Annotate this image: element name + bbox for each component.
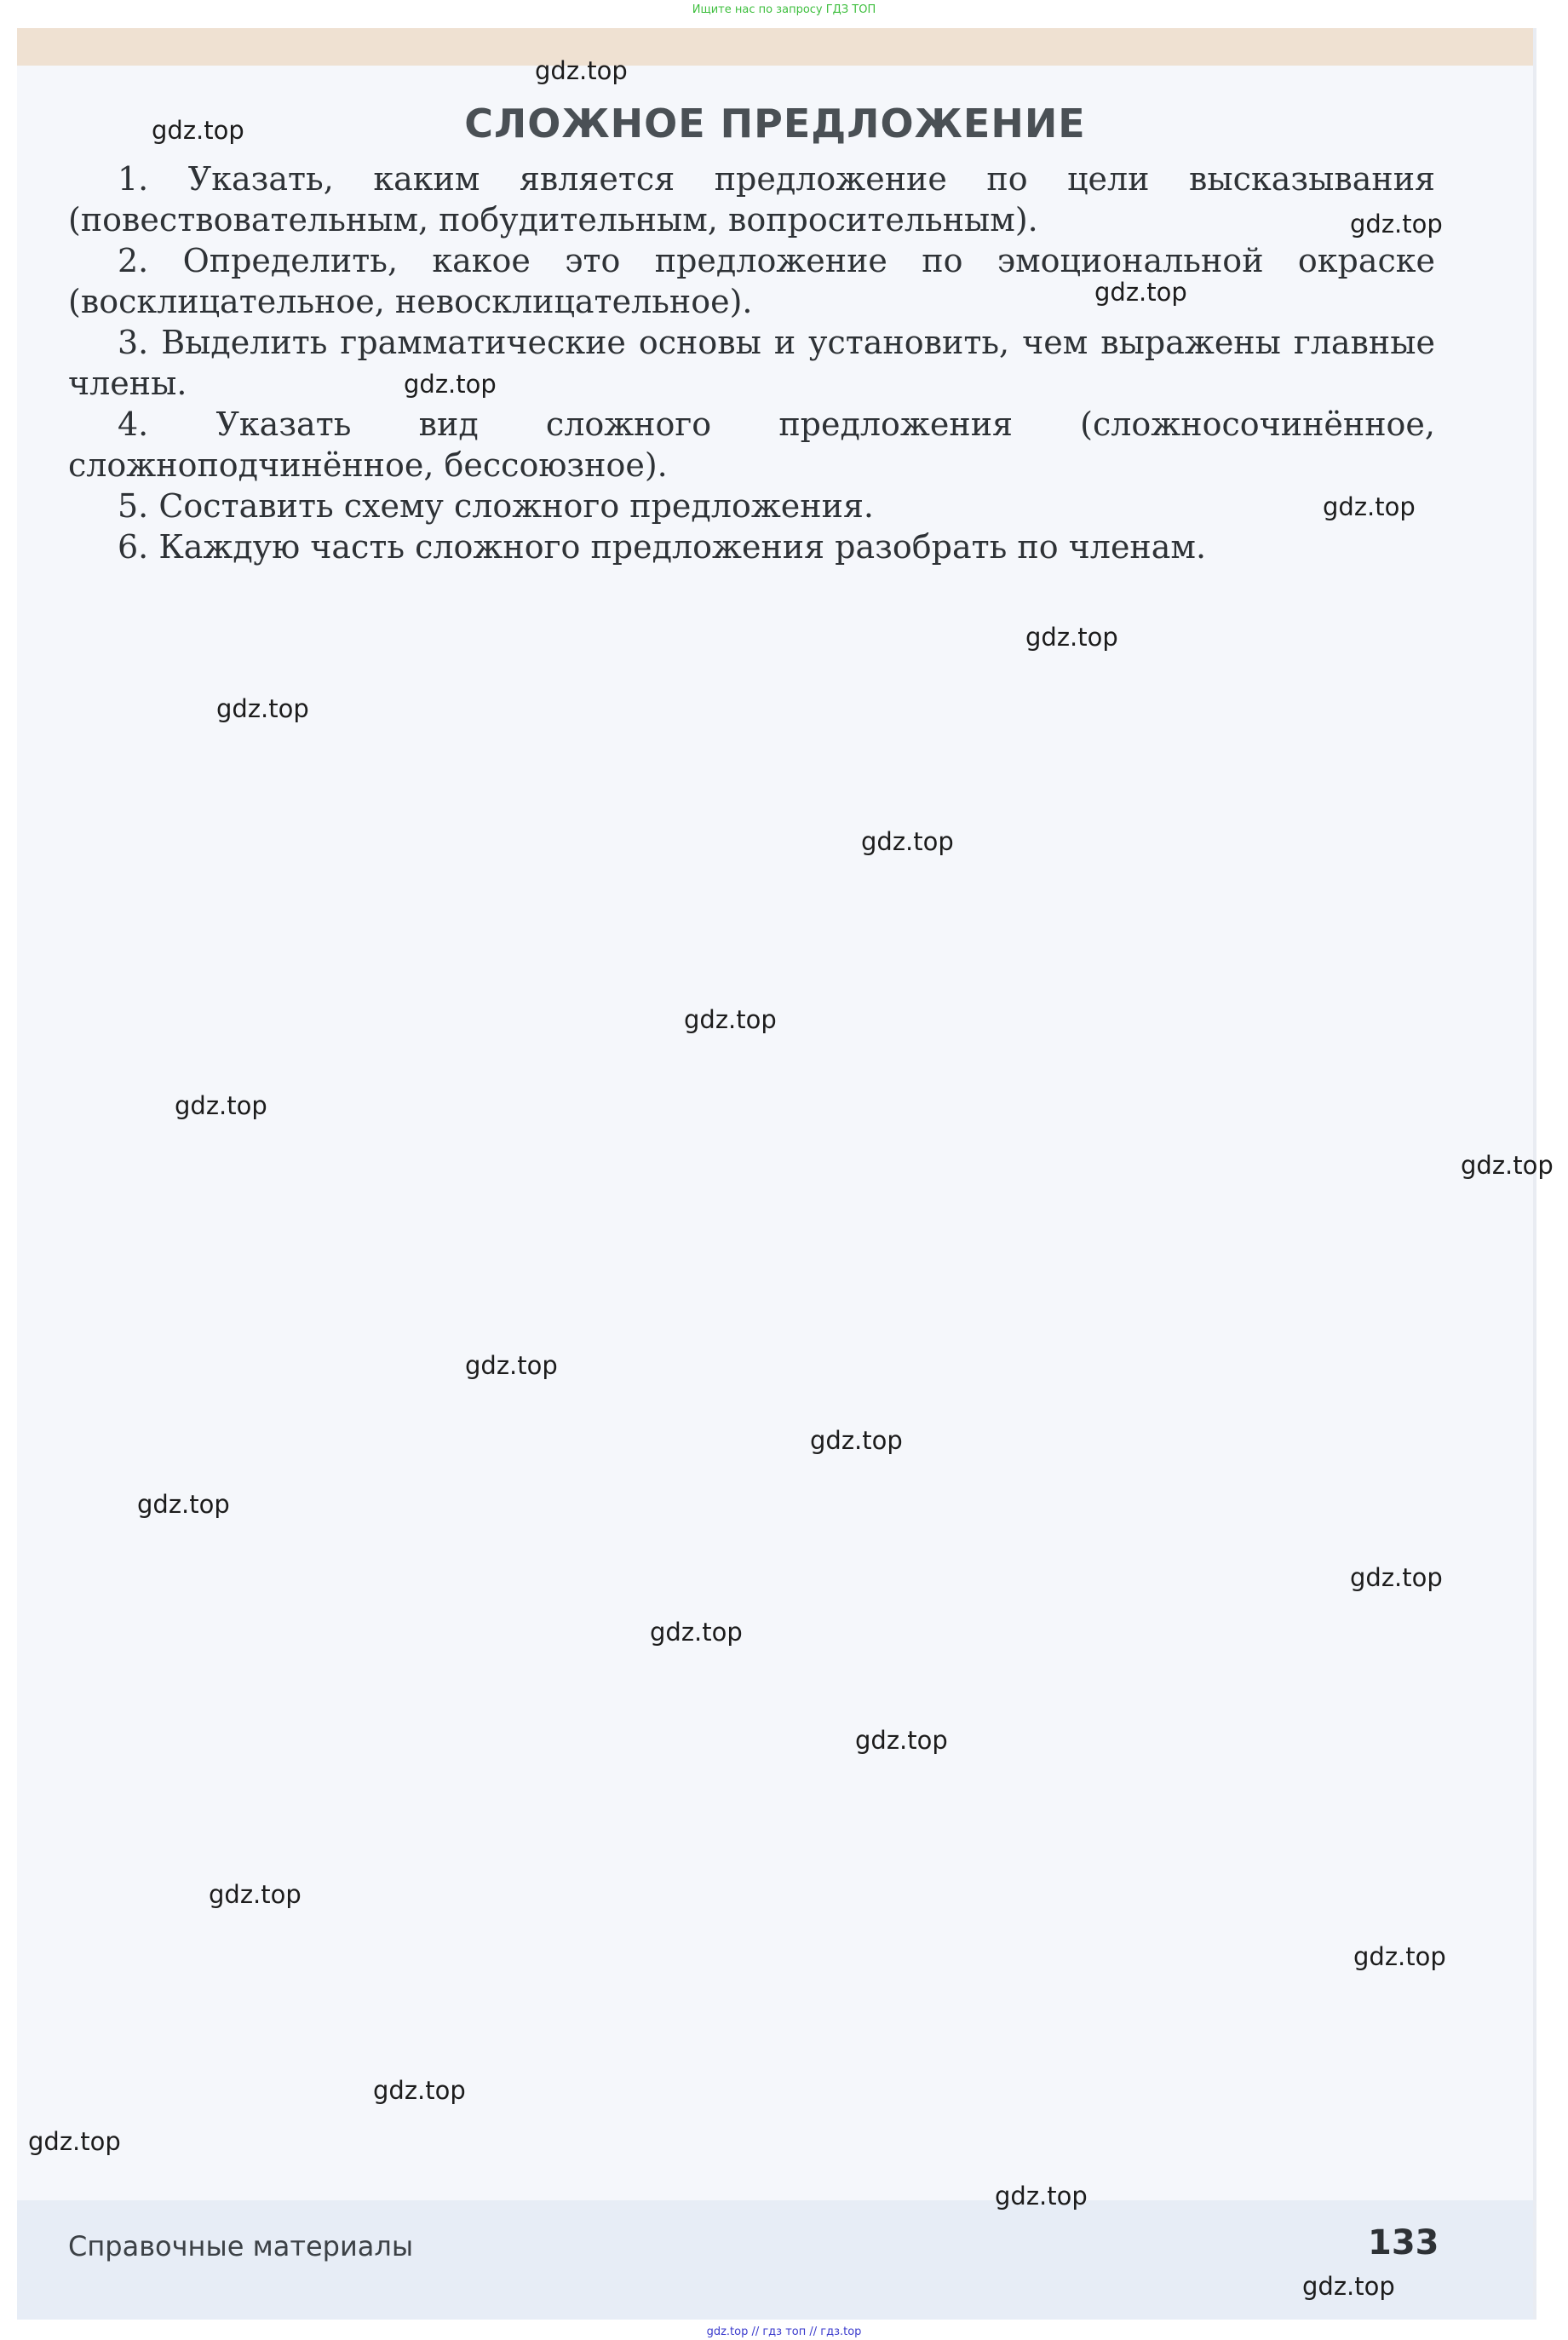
watermark: gdz.top (861, 827, 954, 856)
watermark: gdz.top (152, 116, 244, 145)
instruction-item-1: 1. Указать, каким является предложение по цели высказывания (повествовательным, побудительным, вопросительным). (68, 160, 1435, 239)
watermark: gdz.top (650, 1618, 743, 1647)
instruction-item-2: 2. Определить, какое это предложение по эмоциональной окраске (восклицательное, невосклицательное). (68, 242, 1435, 320)
instruction-item-3: 3. Выделить грамматические основы и установить, чем выражены главные члены. (68, 324, 1435, 402)
watermark: gdz.top (1094, 278, 1187, 307)
instruction-item-5: 5. Составить схему сложного предложения. (118, 487, 874, 525)
watermark: gdz.top (1302, 2272, 1395, 2301)
footer-section-label: Справочные материалы (68, 2230, 414, 2262)
watermark: gdz.top (1353, 1942, 1446, 1971)
watermark: gdz.top (216, 694, 309, 723)
watermark: gdz.top (465, 1351, 558, 1380)
watermark: gdz.top (1350, 210, 1443, 239)
watermark: gdz.top (1350, 1563, 1443, 1592)
page-number: 133 (1368, 2223, 1439, 2262)
top-banner: Ищите нас по запросу ГДЗ ТОП (692, 3, 876, 16)
watermark: gdz.top (855, 1726, 948, 1755)
watermark: gdz.top (373, 2076, 466, 2105)
watermark: gdz.top (1323, 492, 1416, 521)
page-top-band (17, 28, 1533, 66)
bottom-banner: gdz.top // гдз топ // гдз.top (706, 2326, 862, 2338)
watermark: gdz.top (1461, 1151, 1554, 1180)
watermark: gdz.top (684, 1005, 777, 1034)
watermark: gdz.top (137, 1490, 230, 1519)
watermark: gdz.top (535, 56, 628, 85)
page-title: СЛОЖНОЕ ПРЕДЛОЖЕНИЕ (464, 101, 1086, 147)
instruction-item-6: 6. Каждую часть сложного предложения разобрать по членам. (118, 528, 1207, 566)
watermark: gdz.top (175, 1091, 267, 1120)
watermark: gdz.top (995, 2182, 1088, 2211)
watermark: gdz.top (404, 370, 497, 399)
watermark: gdz.top (1025, 623, 1118, 652)
instruction-item-4: 4. Указать вид сложного предложения (сложносочинённое, сложноподчинённое, бессоюзное). (68, 405, 1435, 484)
watermark: gdz.top (810, 1426, 903, 1455)
watermark: gdz.top (209, 1880, 302, 1909)
watermark: gdz.top (28, 2127, 121, 2156)
instruction-list (68, 158, 1435, 567)
